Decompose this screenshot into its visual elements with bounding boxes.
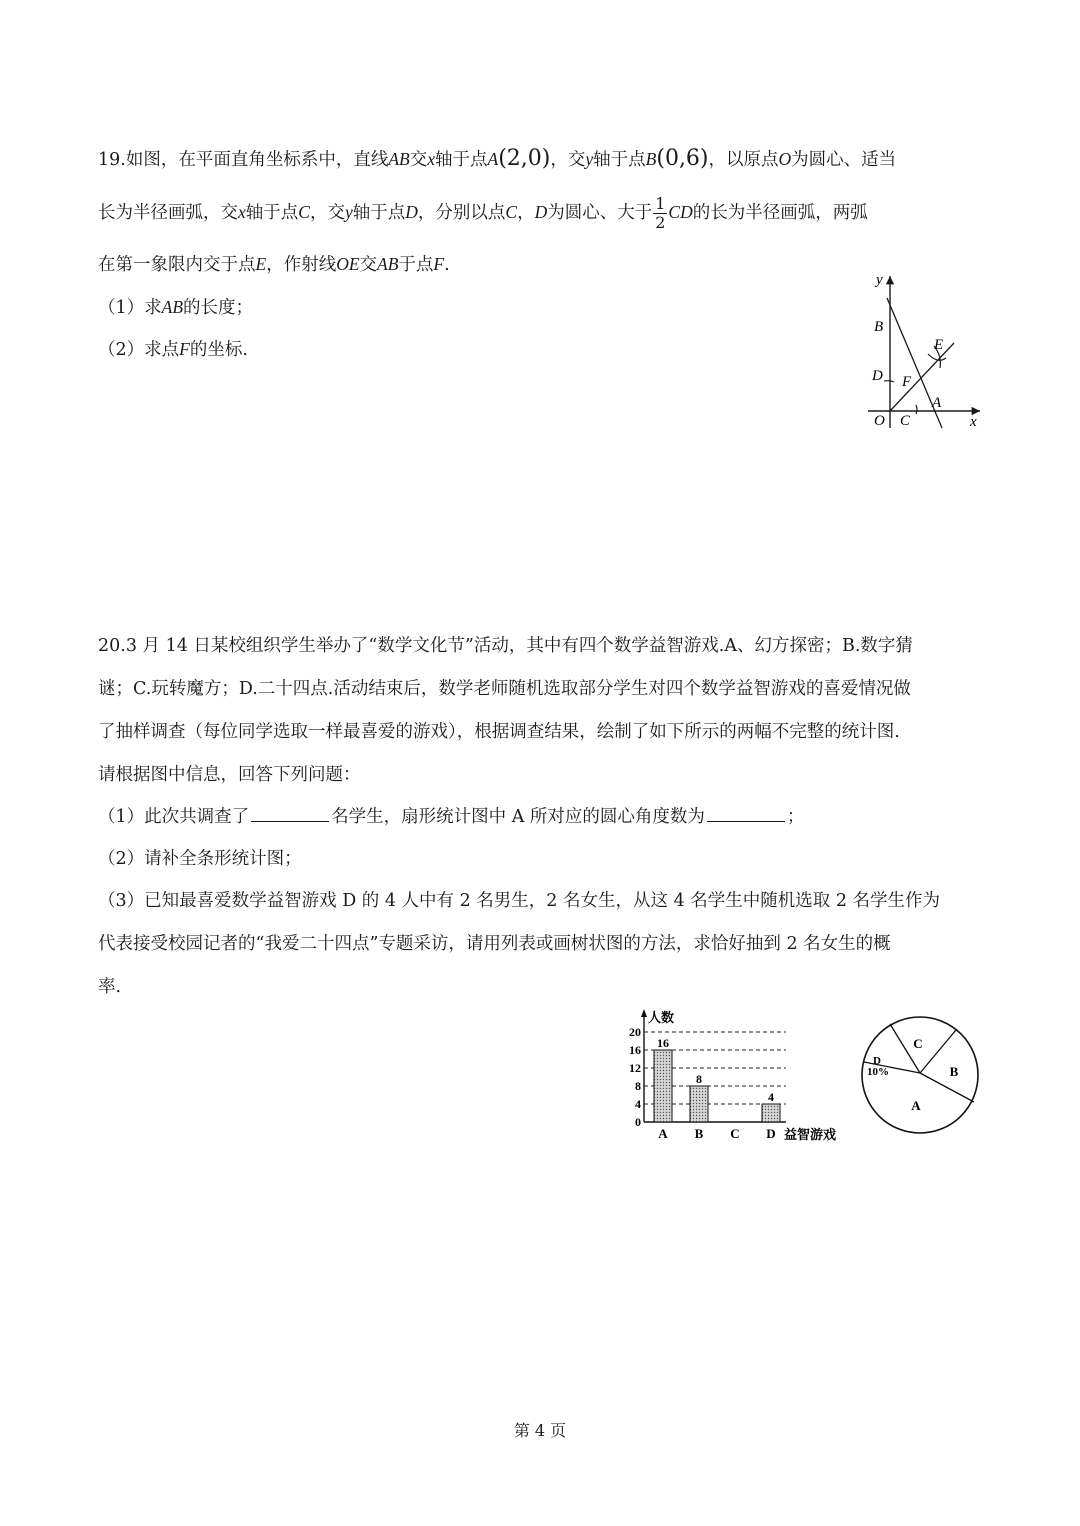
- x-tick-label-D: D: [766, 1126, 776, 1141]
- fraction-one-half: $\frac{1}{2}$: [655, 194, 666, 232]
- q20-sub-3-line-2: 代表接受校园记者的“我爱二十四点”专题采访，请用列表或画树状图的方法，求恰好抽到 2 名女生的概: [98, 934, 891, 954]
- q20-sub-3-line-1: （3）已知最喜爱数学益智游戏 D 的 4 人中有 2 名男生，2 名女生，从这 4 名学生中随机选取 2 名学生作为: [98, 891, 941, 911]
- pie-label-C: C: [913, 1036, 923, 1051]
- answer-blank-1: [251, 820, 329, 822]
- pie-label-D: D: [873, 1055, 881, 1067]
- x-axis-title: 益智游戏: [784, 1127, 837, 1142]
- arc-d: [884, 381, 894, 382]
- bar-B: [690, 1086, 708, 1122]
- y-tick-label: 20: [629, 1025, 641, 1039]
- page-footer: 第 4 页: [513, 1421, 567, 1440]
- answer-blank-2: [707, 820, 785, 822]
- label-x: x: [970, 414, 977, 430]
- x-tick-label-A: A: [658, 1126, 668, 1141]
- label-d: D: [872, 368, 883, 384]
- q19-sub-1: （1）求AB的长度；: [98, 297, 254, 318]
- y-tick-label: 4: [635, 1097, 641, 1111]
- label-y: y: [876, 272, 883, 288]
- coordinate-figure: [860, 268, 990, 433]
- y-tick-label: 0: [635, 1115, 641, 1129]
- data-label-D: 4: [768, 1090, 774, 1104]
- data-label-B: 8: [696, 1072, 702, 1086]
- label-a: A: [932, 395, 942, 411]
- ray-oe: [890, 343, 954, 411]
- label-o: O: [874, 413, 885, 429]
- y-axis-arrow: [641, 1009, 647, 1017]
- q20-line-1: 20.3 月 14 日某校组织学生举办了“数学文化节”活动，其中有四个数学益智游戏.A、幻方探密；B.数字猜: [98, 636, 913, 656]
- bar-D: [762, 1104, 780, 1122]
- label-f: F: [902, 374, 912, 390]
- bar-A: [654, 1050, 672, 1122]
- q20-sub-2: （2）请补全条形统计图；: [98, 849, 302, 869]
- q19-line-1: 19.如图，在平面直角坐标系中，直线AB交x轴于点A(2,0)，交y轴于点B(0,6)，以原点O为圆心、适当: [98, 146, 897, 171]
- y-axis-title: 人数: [648, 1010, 675, 1025]
- q20-sub-1: （1）此次共调查了 名学生，扇形统计图中 A 所对应的圆心角度数为 ；: [98, 807, 805, 827]
- bar-chart: [608, 1006, 843, 1146]
- x-tick-label-C: C: [730, 1126, 740, 1141]
- q20-line-4: 请根据图中信息，回答下列问题：: [98, 765, 361, 785]
- x-tick-label-B: B: [694, 1126, 704, 1141]
- pie-annotation-d: 10%: [867, 1066, 889, 1078]
- y-tick-label: 8: [635, 1079, 641, 1093]
- y-tick-label: 12: [629, 1061, 641, 1075]
- pie-label-A: A: [911, 1098, 921, 1113]
- label-c: C: [900, 413, 911, 429]
- label-b: B: [874, 319, 884, 335]
- label-e: E: [934, 337, 944, 353]
- q19-sub-2: （2）求点F的坐标.: [98, 339, 248, 360]
- q19-line-3: 在第一象限内交于点E，作射线OE交AB于点F.: [98, 254, 450, 275]
- data-label-A: 16: [657, 1036, 669, 1050]
- q20-sub-3-line-3: 率.: [98, 977, 122, 997]
- q20-line-2: 谜；C.玩转魔方；D.二十四点.活动结束后，数学老师随机选取部分学生对四个数学益智游戏的喜爱情况做: [98, 679, 911, 699]
- pie-chart: [850, 1010, 990, 1140]
- q19-line-2: 长为半径画弧，交x轴于点C，交y轴于点D，分别以点C，D为圆心、大于 $\frac{1}{2}$ CD的长为半径画弧，两弧: [98, 194, 868, 232]
- pie-divider: [920, 1073, 974, 1102]
- q20-line-3: 了抽样调查（每位同学选取一样最喜爱的游戏），根据调查结果，绘制了如下所示的两幅不完整的统计图.: [98, 722, 900, 742]
- y-tick-label: 16: [629, 1043, 641, 1057]
- arc-c: [916, 405, 917, 414]
- pie-label-B: B: [949, 1064, 959, 1079]
